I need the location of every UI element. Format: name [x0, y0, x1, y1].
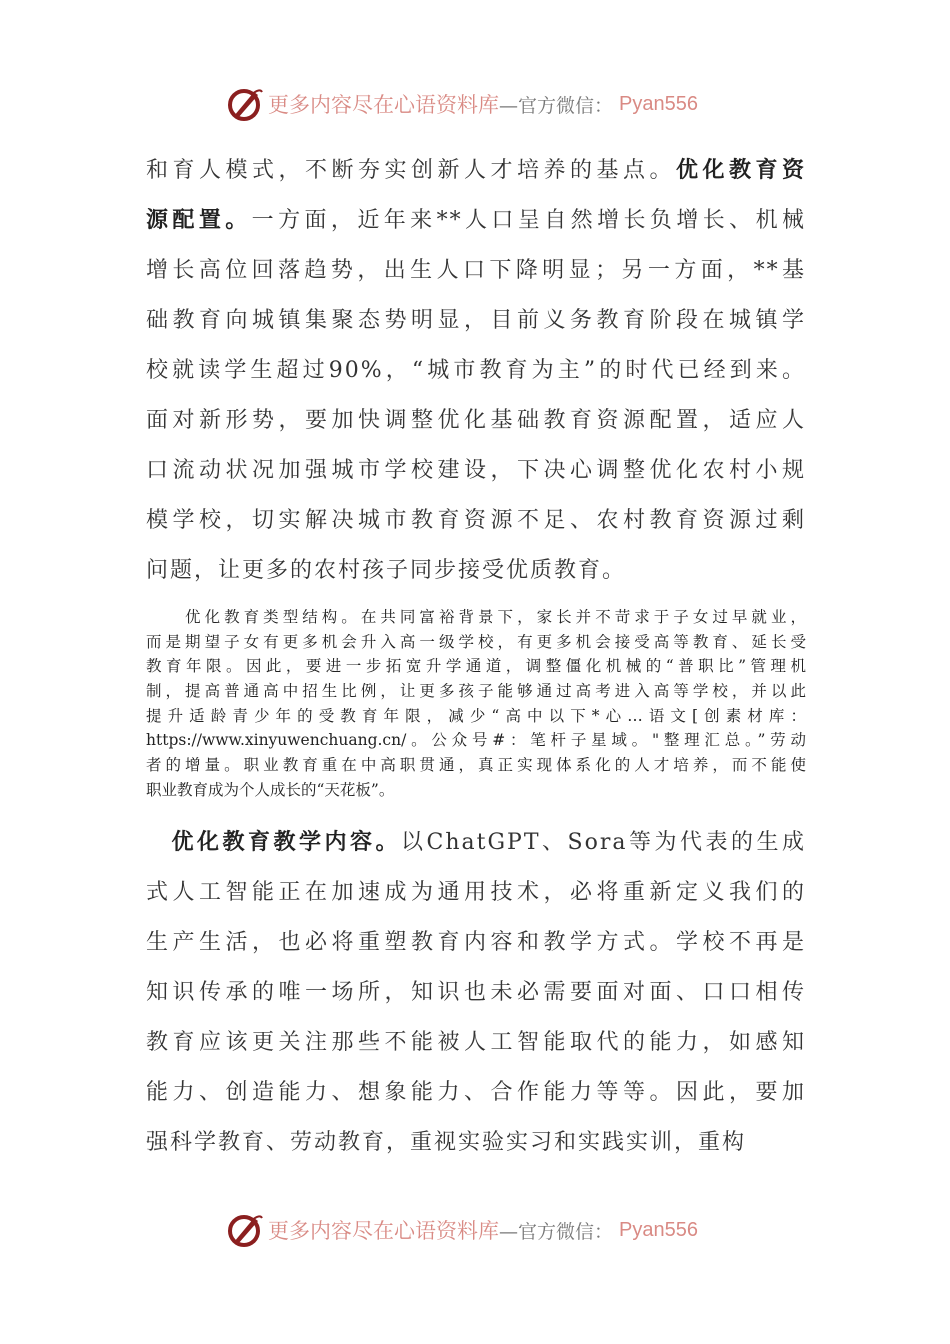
- banner-wechat-label: —官方微信：: [499, 1220, 614, 1243]
- paragraph-teaching-content: [146, 817, 806, 1167]
- header-banner: [226, 84, 726, 124]
- text-segment: 模学校，切实解决城市教育资源不足、农村教育资源过剩: [146, 508, 806, 533]
- text-line: 提升适龄青少年的受教育年限，减少“高中以下*心…语文[创素材库：: [146, 706, 806, 725]
- text-segment: 面对新形势，要加快调整优化基础教育资源配置，适应人: [146, 408, 806, 433]
- text-segment: 口流动状况加强城市学校建设，下决心调整优化农村小规: [146, 458, 806, 483]
- text-line: [146, 1067, 806, 1117]
- banner-wechat-label: —官方微信：: [499, 94, 614, 117]
- text-line: [146, 1117, 806, 1167]
- text-segment: 式人工智能正在加速成为通用技术，必将重新定义我们的: [146, 880, 806, 905]
- text-segment: 一方面，近年来**人口呈自然增长负增长、机械: [251, 208, 806, 233]
- text-line: [146, 867, 806, 917]
- text-line: [146, 295, 806, 345]
- text-line: [146, 145, 806, 195]
- text-line: [146, 445, 806, 495]
- text-line: [146, 1017, 806, 1067]
- banner-text: 更多内容尽在心语资料库: [268, 1219, 499, 1243]
- text-line: 制，提高普通高中招生比例，让更多孩子能够通过高考进入高等学校，并以此: [146, 682, 806, 701]
- pen-logo-icon: [226, 1212, 264, 1248]
- text-segment: 能力、创造能力、想象能力、合作能力等等。因此，要加: [146, 1080, 806, 1105]
- text-line: [146, 967, 806, 1017]
- banner-wechat-id: Pyan556: [619, 92, 698, 115]
- text-line: 而是期望子女有更多机会升入高一级学校，有更多机会接受高等教育、延长受: [146, 632, 806, 651]
- text-line: [146, 817, 806, 867]
- text-line: 者的增量。职业教育重在中高职贯通，真正实现体系化的人才培养，而不能使: [146, 756, 806, 775]
- text-line: [146, 917, 806, 967]
- text-line: [146, 245, 806, 295]
- text-segment: 强科学教育、劳动教育，重视实验实习和实践实训，重构: [146, 1130, 747, 1155]
- text-line: https://www.xinyuwenchuang.cn/。公众号#：笔杆子星域。"整理汇总。”劳动: [146, 731, 806, 750]
- text-line: 教育年限。因此，要进一步拓宽升学通道，调整僵化机械的“普职比”管理机: [146, 657, 806, 676]
- text-segment: 生产生活，也必将重塑教育内容和教学方式。学校不再是: [146, 930, 806, 955]
- text-segment: 教育应该更关注那些不能被人工智能取代的能力，如感知: [146, 1030, 806, 1055]
- text-line: 职业教育成为个人成长的“天花板”。: [146, 780, 395, 799]
- text-segment: 增长高位回落趋势，出生人口下降明显；另一方面，**基: [146, 258, 806, 283]
- paragraph-resource-allocation: [146, 145, 806, 595]
- text-line: [146, 545, 806, 595]
- text-line: [146, 195, 806, 245]
- text-segment: 以ChatGPT、Sora等为代表的生成: [401, 830, 806, 855]
- text-segment: 和育人模式，不断夯实创新人才培养的基点。: [146, 158, 676, 183]
- text-line: 优化教育类型结构。在共同富裕背景下，家长并不苛求于子女过早就业，: [146, 608, 806, 626]
- text-segment: 问题，让更多的农村孩子同步接受优质教育。: [146, 558, 627, 583]
- bold-heading: 优化教育资: [675, 157, 806, 183]
- bold-heading: 源配置。: [146, 207, 252, 233]
- banner-text: 更多内容尽在心语资料库: [268, 93, 499, 117]
- pen-logo-icon: [226, 86, 264, 122]
- text-line: [146, 395, 806, 445]
- text-line: [146, 495, 806, 545]
- banner-wechat-id: Pyan556: [619, 1218, 698, 1241]
- text-segment: 知识传承的唯一场所，知识也未必需要面对面、口口相传: [146, 980, 806, 1005]
- text-segment: 础教育向城镇集聚态势明显，目前义务教育阶段在城镇学: [146, 308, 806, 333]
- text-segment: 校就读学生超过90%，“城市教育为主”的时代已经到来。: [146, 358, 806, 383]
- footer-banner: [226, 1210, 726, 1250]
- paragraph-education-structure: [146, 605, 806, 803]
- bold-heading: 优化教育教学内容。: [146, 829, 402, 855]
- text-line: [146, 345, 806, 395]
